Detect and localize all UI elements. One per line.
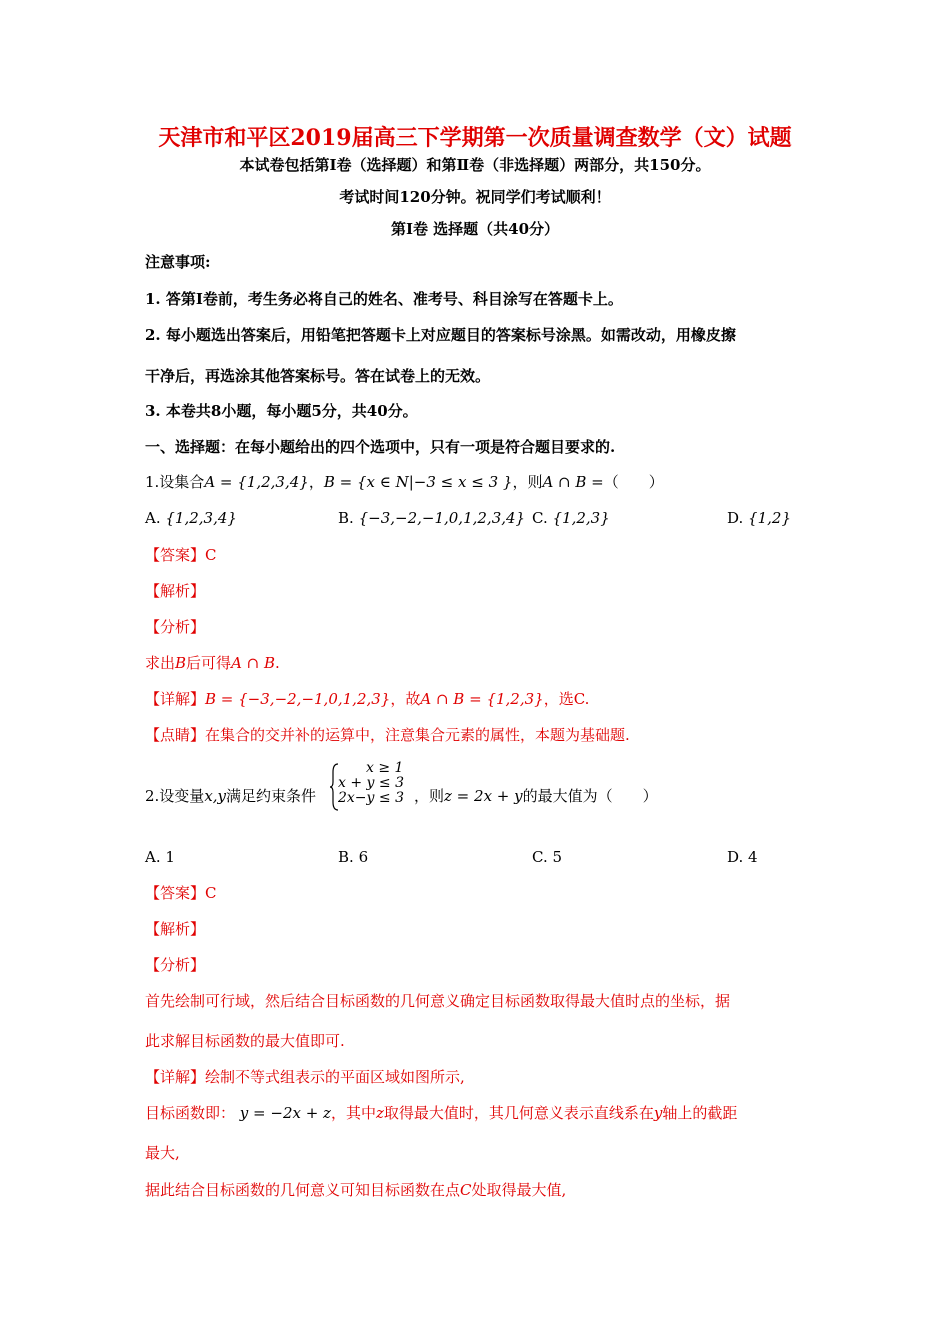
q2-stem-prefix: 2.设变量: [145, 787, 205, 805]
q2-option-b-text: 6: [358, 848, 369, 866]
q2-constraint-1: x ≥ 1: [366, 760, 404, 776]
part-heading: 第Ⅰ卷 选择题（共40分）: [390, 220, 560, 238]
q2-detail-2-mid: ，其中: [330, 1104, 376, 1122]
q2-detail-2-mid2: 取得最大值时，其几何意义表示直线系在: [383, 1104, 654, 1122]
q2-detail-2-end: 轴上的截距: [662, 1104, 738, 1122]
q2-option-c-letter: C.: [532, 848, 548, 866]
q2-constraint-2: x + y ≤ 3: [338, 775, 404, 791]
q1-stem-mid: ，则: [512, 473, 543, 491]
q1-set-a: A = {1,2,3,4}: [204, 473, 309, 491]
note-2-line-2: 干净后，再选涂其他答案标号。答在试卷上的无效。: [145, 367, 491, 385]
q1-answer-value: C: [205, 546, 217, 564]
q1-option-c: [532, 508, 610, 528]
q2-answer-value: C: [205, 884, 217, 902]
q1-analysis-tag: 【解析】: [145, 582, 206, 600]
q1-detail-mid: ，故: [390, 690, 421, 708]
section-heading: 一、选择题：在每小题给出的四个选项中，只有一项是符合题目要求的.: [145, 438, 616, 456]
q1-option-c-text: {1,2,3}: [552, 509, 610, 527]
page-title: 天津市和平区2019届高三下学期第一次质量调查数学（文）试题: [158, 125, 792, 151]
q2-stem-mid: 满足约束条件: [226, 787, 317, 805]
q2-stem-suffix: 的最大值为（ ）: [522, 787, 658, 805]
q1-option-b-text: {−3,−2,−1,0,1,2,3,4}: [358, 509, 526, 527]
q1-detail-end: ，选C.: [543, 690, 590, 708]
q2-answer: [145, 883, 217, 903]
q2-option-c: [532, 847, 562, 867]
q2-answer-tag: 【答案】: [145, 884, 206, 902]
q2-detail-tag: 【详解】: [145, 1068, 206, 1086]
q2-option-d: [727, 847, 758, 867]
q1-option-b: [338, 508, 525, 528]
intro-line-2: 考试时间120分钟。祝同学们考试顺利！: [339, 188, 611, 206]
intro-line-1: 本试卷包括第Ⅰ卷（选择题）和第Ⅱ卷（非选择题）两部分，共150分。: [239, 156, 711, 174]
q2-detail-line-1: [145, 1067, 465, 1087]
q1-separator: ，: [308, 473, 324, 491]
q2-detail-2-y: y: [653, 1104, 663, 1122]
q2-variables: x,y: [204, 787, 227, 805]
q1-answer: [145, 545, 217, 565]
q2-option-d-letter: D.: [727, 848, 744, 866]
q1-stem: [145, 472, 664, 492]
q1-fenxi-expr: A ∩ B: [231, 654, 276, 672]
q2-stem-start: [145, 786, 316, 806]
q2-option-a-text: 1: [165, 848, 175, 866]
q2-fenxi-tag: 【分析】: [145, 956, 206, 974]
q1-fenxi-end: .: [275, 654, 280, 672]
q2-option-b: [338, 847, 368, 867]
q1-expression: A ∩ B =: [542, 473, 604, 491]
q2-detail-2-z: z: [375, 1104, 384, 1122]
q2-option-a-letter: A.: [145, 848, 161, 866]
notes-title: 注意事项:: [145, 253, 211, 271]
q2-detail-4-end: 处取得最大值,: [471, 1181, 567, 1199]
q2-analysis-tag: 【解析】: [145, 920, 206, 938]
q2-detail-4-point: C: [460, 1181, 472, 1199]
q1-option-c-letter: C.: [532, 509, 548, 527]
q1-option-d-text: {1,2}: [748, 509, 791, 527]
q1-detail-expr-1: B = {−3,−2,−1,0,1,2,3}: [205, 690, 391, 708]
q2-detail-4-prefix: 据此结合目标函数的几何意义可知目标函数在点: [145, 1181, 461, 1199]
q1-fenxi-prefix: 求出: [145, 654, 176, 672]
q2-fenxi-line-1: 首先绘制可行域，然后结合目标函数的几何意义确定目标函数取得最大值时点的坐标，据: [145, 992, 731, 1010]
q2-option-c-text: 5: [552, 848, 563, 866]
q2-option-b-letter: B.: [338, 848, 354, 866]
q1-fenxi-b: B: [175, 654, 187, 672]
q1-fenxi-mid: 后可得: [186, 654, 232, 672]
note-2-line-1: 2. 每小题选出答案后，用铅笔把答题卡上对应题目的答案标号涂黑。如需改动，用橡皮擦: [145, 326, 736, 344]
q1-option-a-text: {1,2,3,4}: [165, 509, 237, 527]
q1-option-a: [145, 508, 237, 528]
q2-detail-line-2: [145, 1103, 737, 1123]
q2-constraint-3: 2x−y ≤ 3: [338, 790, 404, 806]
q2-option-d-text: 4: [748, 848, 758, 866]
q1-comment-tag: 【点睛】: [145, 726, 206, 744]
q2-fenxi-line-2: 此求解目标函数的最大值即可.: [145, 1032, 345, 1050]
note-1: 1. 答第Ⅰ卷前，考生务必将自己的姓名、准考号、科目涂写在答题卡上。: [145, 290, 623, 308]
q2-detail-2-expr: y = −2x + z: [239, 1104, 331, 1122]
q1-comment-text: 在集合的交并补的运算中，注意集合元素的属性，本题为基础题.: [205, 726, 630, 744]
q2-detail-line-3: 最大,: [145, 1144, 180, 1162]
q2-detail-2-prefix: 目标函数即：: [145, 1104, 236, 1122]
q1-detail-tag: 【详解】: [145, 690, 206, 708]
note-3: 3. 本卷共8小题，每小题5分，共40分。: [145, 402, 418, 420]
q1-set-b: B = {x ∈ N|−3 ≤ x ≤ 3 }: [323, 473, 513, 491]
q2-detail-line-4: [145, 1180, 566, 1200]
q1-detail-expr-2: A ∩ B = {1,2,3}: [420, 690, 544, 708]
q1-answer-tag: 【答案】: [145, 546, 206, 564]
q2-option-a: [145, 847, 175, 867]
q1-stem-prefix: 1.设集合: [145, 473, 205, 491]
q1-option-d: [727, 508, 791, 528]
q1-comment: [145, 725, 630, 745]
q1-option-d-letter: D.: [727, 509, 744, 527]
q2-stem-end: [414, 786, 658, 806]
q2-objective: z = 2x + y: [444, 787, 523, 805]
q1-fenxi-tag: 【分析】: [145, 618, 206, 636]
q1-blank: （ ）: [603, 473, 664, 491]
q1-detail: [145, 689, 589, 709]
q1-option-a-letter: A.: [145, 509, 161, 527]
q2-stem-then: ，则: [414, 787, 445, 805]
q1-fenxi: [145, 653, 280, 673]
q1-option-b-letter: B.: [338, 509, 354, 527]
q2-detail-text-1: 绘制不等式组表示的平面区域如图所示,: [205, 1068, 465, 1086]
